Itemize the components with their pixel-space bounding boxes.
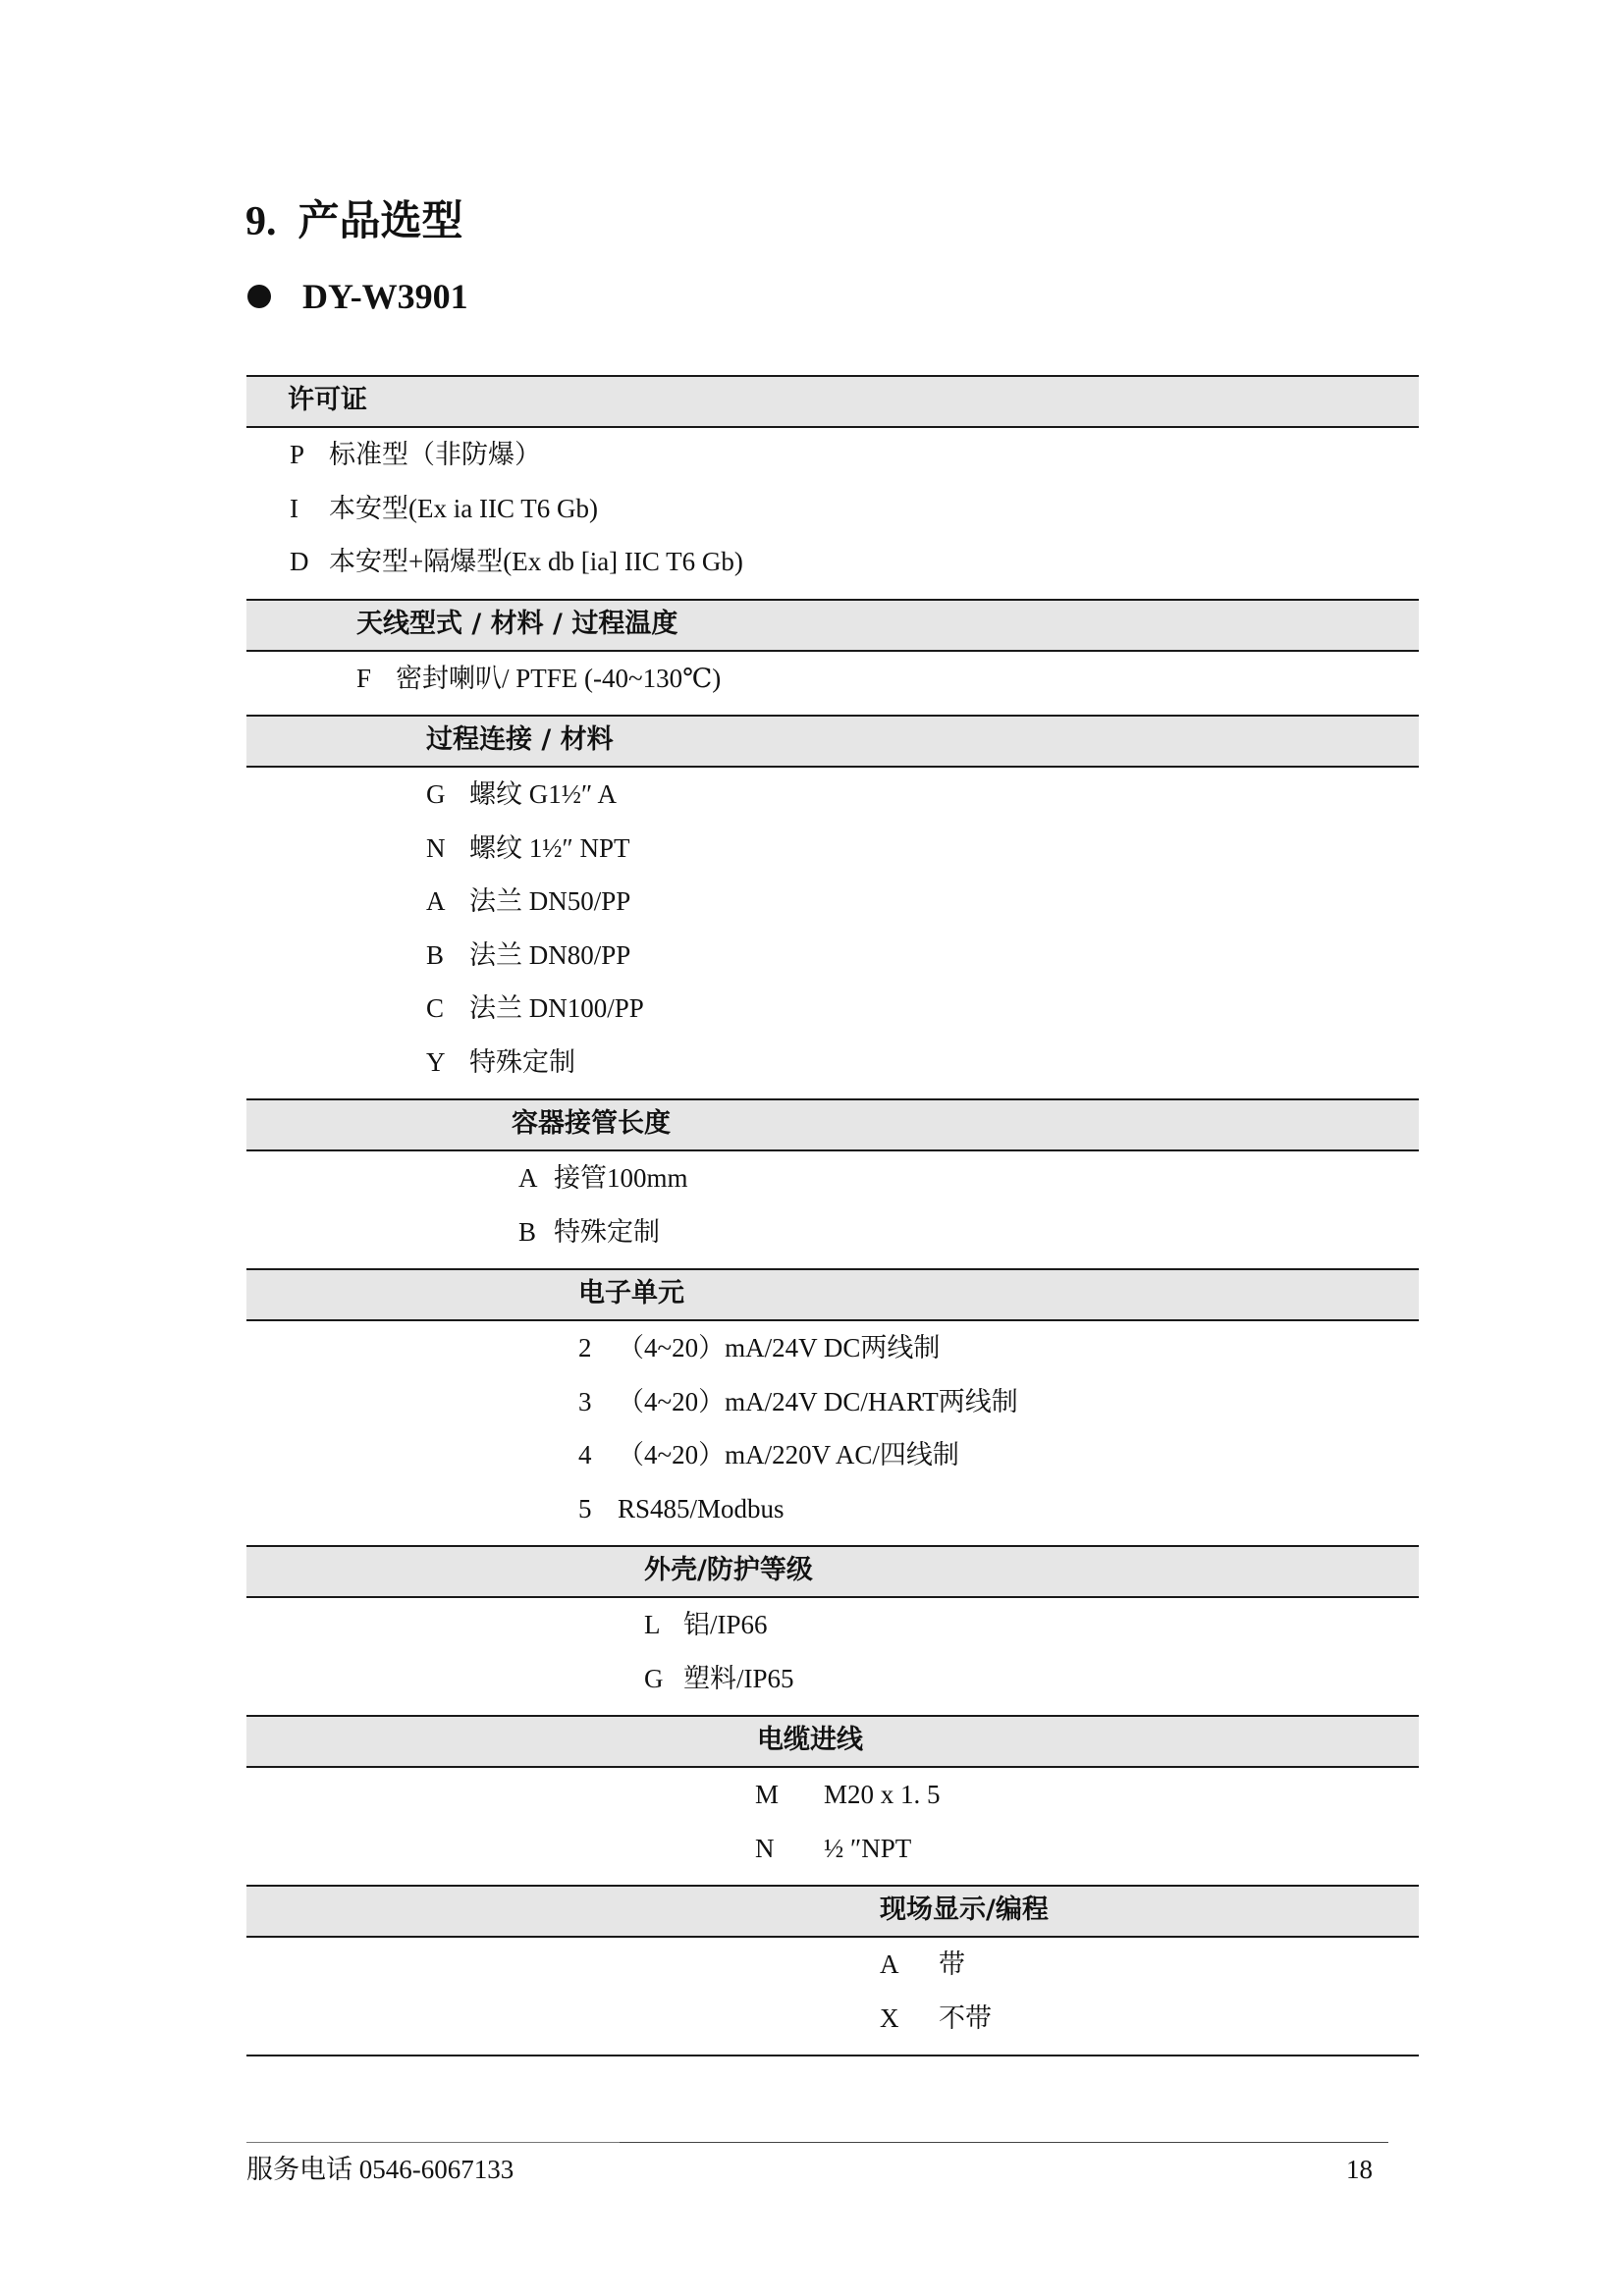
option-code: Y — [426, 1046, 446, 1077]
option-code: X — [880, 2002, 899, 2033]
option-description: （4~20）mA/220V AC/四线制 — [618, 1440, 959, 1469]
option-row — [246, 1824, 1419, 1878]
model-name: DY-W3901 — [302, 277, 468, 316]
option-description: ½ ″NPT — [824, 1833, 912, 1863]
option-description: 铝/IP66 — [683, 1610, 768, 1639]
option-code: M — [755, 1780, 780, 1809]
section-header — [246, 375, 1419, 428]
footer-rule — [246, 2142, 620, 2143]
option-description: 密封喇叭/ PTFE (-40~130℃) — [396, 663, 722, 693]
section-header — [246, 1885, 1419, 1938]
option-row — [246, 1600, 1419, 1654]
table-end-rule — [246, 2055, 1419, 2056]
option-row — [246, 1377, 1419, 1431]
section-header — [246, 1268, 1419, 1321]
option-row — [246, 1994, 1419, 2048]
option-row — [246, 430, 1419, 484]
option-row — [246, 931, 1419, 985]
options-list — [246, 1598, 1419, 1715]
options-list — [246, 1151, 1419, 1268]
option-row — [246, 1038, 1419, 1092]
section-header-title: 电缆进线 — [757, 1725, 863, 1755]
section-header — [246, 599, 1419, 652]
section-heading — [245, 196, 463, 246]
option-code: A — [426, 886, 446, 916]
option-row — [246, 1430, 1419, 1484]
section-header-title: 外壳/防护等级 — [644, 1555, 813, 1585]
section-header — [246, 1715, 1419, 1768]
option-code: 5 — [578, 1493, 592, 1523]
section-header — [246, 1545, 1419, 1598]
option-description: M20 x 1. 5 — [824, 1780, 941, 1809]
option-row — [246, 1770, 1419, 1824]
option-row — [246, 877, 1419, 931]
option-description: 螺纹 G1½″ A — [469, 779, 618, 809]
option-code: P — [290, 440, 305, 469]
option-code: B — [426, 939, 445, 970]
option-description: 不带 — [939, 2002, 992, 2033]
option-description: （4~20）mA/24V DC/HART两线制 — [618, 1386, 1018, 1416]
option-row — [246, 1484, 1419, 1538]
option-row — [246, 824, 1419, 878]
option-code: A — [518, 1163, 538, 1193]
option-description: 本安型(Ex ia IIC T6 Gb) — [329, 493, 598, 523]
section-header-title: 天线型式 / 材料 / 过程温度 — [356, 608, 678, 639]
section-header — [246, 715, 1419, 768]
option-code: L — [644, 1610, 661, 1639]
options-list — [246, 428, 1419, 599]
option-row — [246, 537, 1419, 591]
option-description: RS485/Modbus — [618, 1493, 785, 1523]
model-line — [247, 275, 468, 318]
option-row — [246, 1153, 1419, 1207]
option-code: 3 — [578, 1386, 592, 1416]
option-code: N — [426, 832, 446, 863]
option-row — [246, 1940, 1419, 1994]
options-list — [246, 1321, 1419, 1545]
section-header-title: 现场显示/编程 — [880, 1895, 1049, 1925]
option-code: I — [290, 493, 298, 523]
option-row — [246, 984, 1419, 1038]
option-row — [246, 1207, 1419, 1261]
option-description: 本安型+隔爆型(Ex db [ia] IIC T6 Gb) — [329, 547, 743, 576]
option-code: B — [518, 1216, 537, 1247]
option-description: （4~20）mA/24V DC两线制 — [618, 1333, 941, 1362]
options-list — [246, 768, 1419, 1098]
options-list — [246, 652, 1419, 716]
options-list — [246, 1938, 1419, 2055]
option-code: A — [880, 1949, 899, 1979]
page-number: 18 — [1346, 2155, 1373, 2184]
section-header-title: 电子单元 — [578, 1278, 684, 1308]
section-header — [246, 1098, 1419, 1151]
section-header-title: 容器接管长度 — [512, 1108, 671, 1139]
option-description: 塑料/IP65 — [683, 1663, 794, 1693]
option-code: C — [426, 993, 445, 1023]
option-description: 带 — [939, 1949, 965, 1979]
option-code: N — [755, 1833, 775, 1863]
option-code: G — [426, 779, 446, 809]
option-row — [246, 1323, 1419, 1377]
option-code: 2 — [578, 1333, 592, 1362]
section-title: 产品选型 — [298, 196, 463, 244]
option-row — [246, 770, 1419, 824]
bullet-icon — [247, 285, 271, 308]
section-number: 9. — [245, 199, 277, 244]
option-row — [246, 654, 1419, 708]
page-footer — [246, 2142, 1388, 2191]
options-list — [246, 1768, 1419, 1885]
option-description: 特殊定制 — [469, 1046, 575, 1077]
option-description: 螺纹 1½″ NPT — [469, 832, 630, 863]
option-description: 标准型（非防爆） — [329, 440, 541, 469]
option-description: 法兰 DN100/PP — [469, 993, 644, 1023]
option-row — [246, 484, 1419, 538]
option-description: 特殊定制 — [554, 1216, 660, 1247]
option-description: 法兰 DN50/PP — [469, 886, 631, 916]
option-code: G — [644, 1663, 664, 1693]
option-code: 4 — [578, 1440, 592, 1469]
selection-table — [246, 375, 1419, 2056]
option-row — [246, 1654, 1419, 1708]
section-header-title: 许可证 — [288, 385, 367, 415]
option-code: F — [356, 663, 372, 693]
footer-rule — [620, 2142, 1388, 2143]
service-phone: 服务电话 0546-6067133 — [246, 2155, 514, 2184]
section-header-title: 过程连接 / 材料 — [426, 724, 614, 755]
option-description: 接管100mm — [554, 1163, 688, 1193]
option-code: D — [290, 547, 309, 576]
option-description: 法兰 DN80/PP — [469, 939, 631, 970]
